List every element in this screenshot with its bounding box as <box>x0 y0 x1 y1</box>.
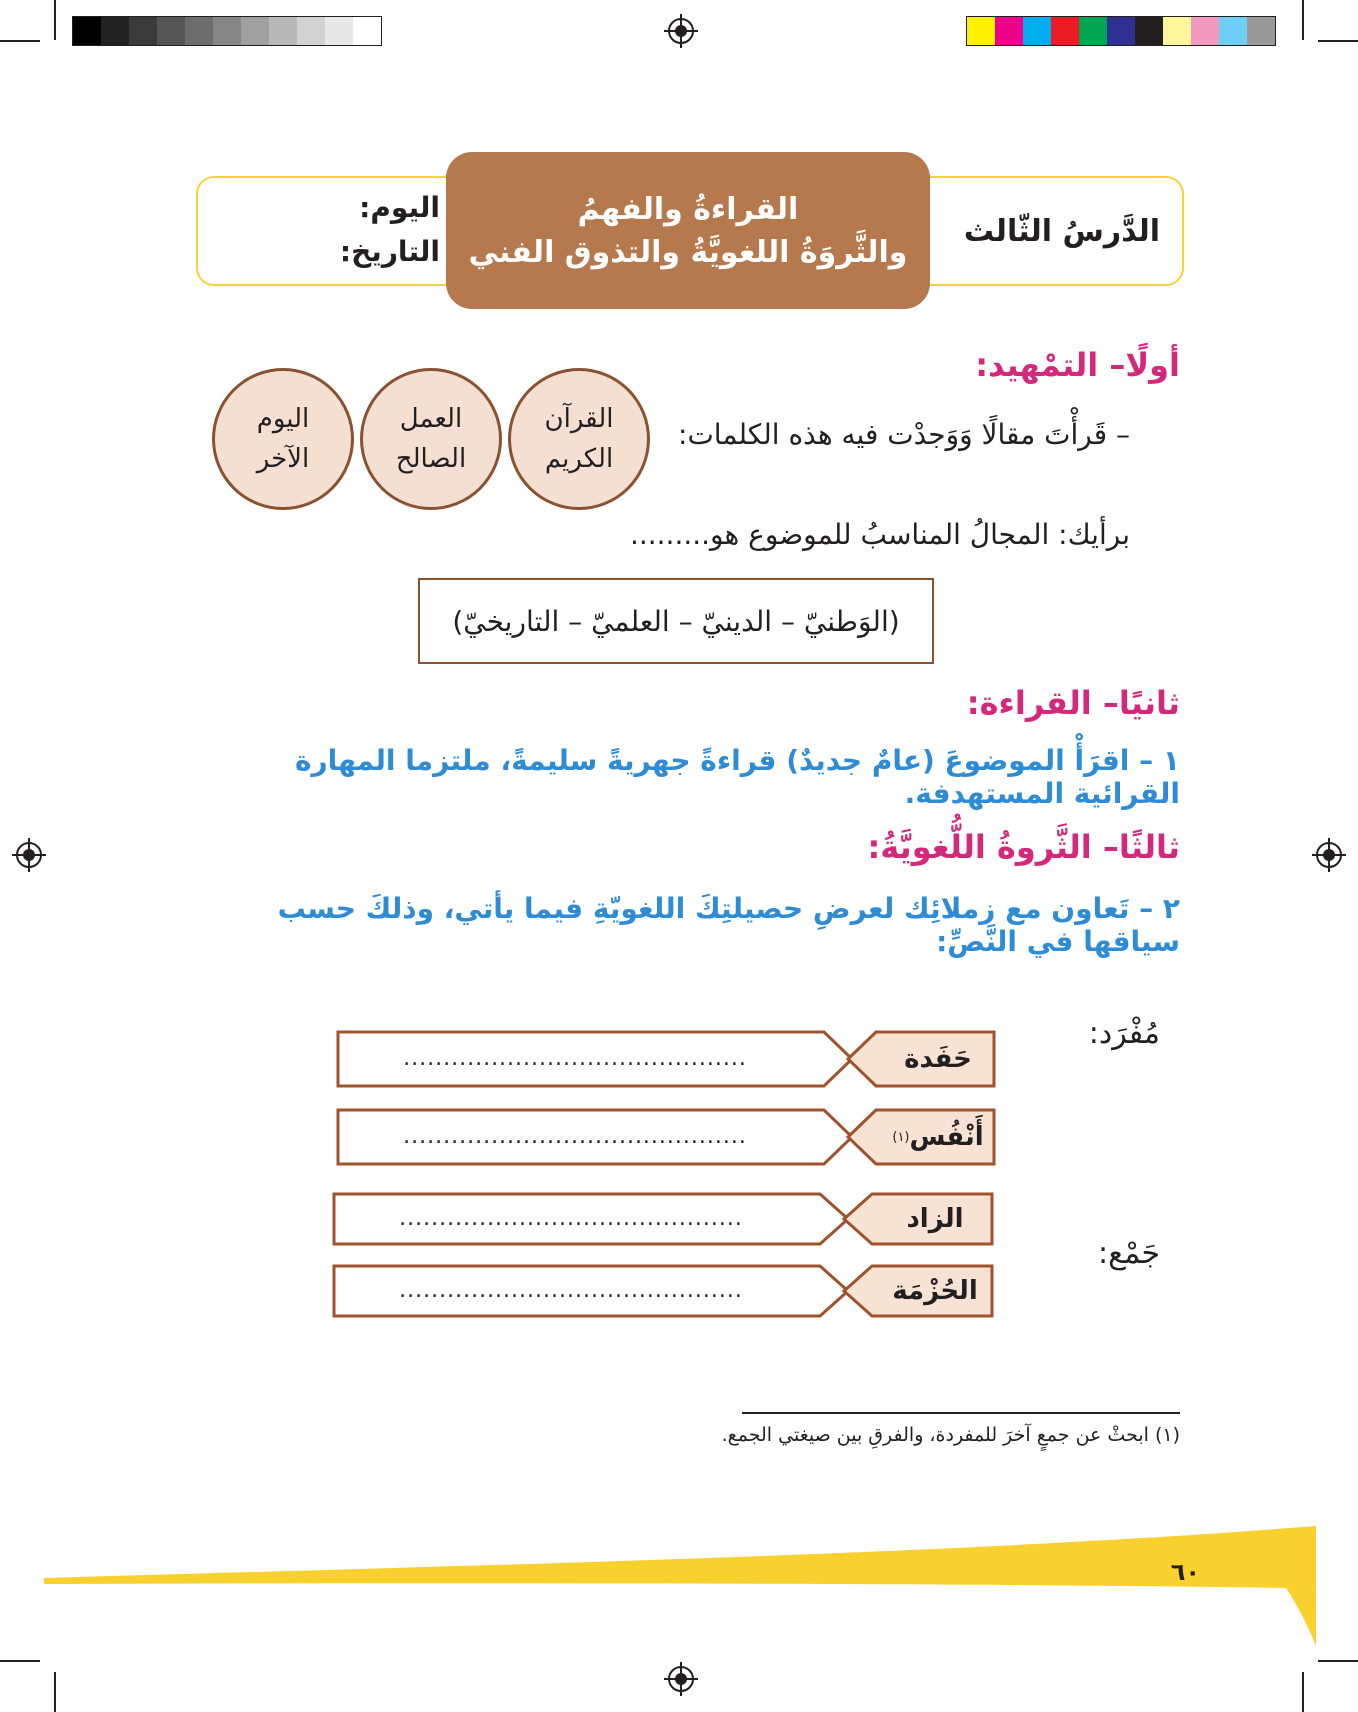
answer-dots: ........................................... <box>403 1046 747 1071</box>
title-line-2: والثَّروَةُ اللغويَّةُ والتذوق الفني <box>468 234 908 270</box>
section-heading-reading: ثانيًا– القراءة: <box>966 684 1180 722</box>
footnote-text: (١) ابحثْ عن جمعٍ آخرَ للمفردة، والفرقِ بين صيغتي الجمع. <box>721 1424 1180 1446</box>
intro-text: – قَرأْتَ مقالًا وَوَجدْت فيه هذه الكلمات: <box>678 418 1130 451</box>
keyword-line: القرآن <box>544 404 614 434</box>
page-number: ٦٠ <box>1170 1558 1200 1586</box>
keyword-line: العمل <box>399 404 463 434</box>
crop-mark <box>1318 40 1358 42</box>
title-line-1: القراءةُ والفهمُ <box>577 191 799 227</box>
grayscale-bar <box>72 16 382 46</box>
answer-dots: ........................................... <box>399 1278 743 1303</box>
crop-mark <box>54 1672 56 1712</box>
footnote-marker: (١) <box>892 1129 910 1145</box>
section-heading-intro: أولًا– التمْهيد: <box>975 346 1180 384</box>
day-label: اليوم: <box>359 191 440 224</box>
answer-dots: ........................................... <box>403 1124 747 1149</box>
crop-mark <box>0 1660 40 1662</box>
keyword-circle <box>360 368 502 510</box>
section-heading-vocabulary: ثالثًا– الثَّروةُ اللُّغويَّةُ: <box>867 828 1180 866</box>
keyword-circle <box>212 368 354 510</box>
registration-mark <box>16 842 42 868</box>
crop-mark <box>0 40 40 42</box>
singular-word: حَفَدة <box>904 1044 972 1074</box>
registration-mark <box>1316 842 1342 868</box>
keyword-line: اليوم <box>256 404 310 434</box>
lesson-label: الدَّرسُ الثّالث <box>963 214 1160 249</box>
options-box <box>418 578 934 664</box>
registration-mark <box>668 18 694 44</box>
crop-mark <box>1302 0 1304 40</box>
footnote-divider <box>742 1412 1180 1414</box>
singular-word <box>880 1108 996 1166</box>
answer-dots: ........................................... <box>399 1206 743 1231</box>
day-date-block <box>300 186 440 274</box>
registration-mark <box>668 1666 694 1692</box>
keyword-line: الصالح <box>395 444 467 474</box>
question-text: برأيك: المجالُ المناسبُ للموضوع هو......... <box>629 518 1130 551</box>
plural-word: الزاد <box>906 1204 964 1234</box>
singular-label: مُفْرَد: <box>1088 1016 1160 1051</box>
reading-instruction: ١ – اقرَأْ الموضوعَ (عامٌ جديدٌ) قراءةً جهريةً سليمةً، ملتزما المهارة القرائية المستهدفة. <box>294 744 1180 810</box>
options-text: (الوَطنيّ – الدينيّ – العلميّ – التاريخيّ) <box>452 604 900 638</box>
keyword-circle <box>508 368 650 510</box>
date-label: التاريخ: <box>339 235 440 268</box>
lesson-title-box <box>446 152 930 309</box>
color-bar <box>966 16 1276 46</box>
page-band <box>40 1526 1320 1646</box>
crop-mark <box>1318 1660 1358 1662</box>
singular-word-text: أَنْفُس <box>909 1122 984 1152</box>
vocabulary-instruction: ٢ – تَعاون مع زملائِك لعرضِ حصيلتِكَ اللغويّةِ فيما يأتي، وذلكَ حسب سياقها في النَّصِّ: <box>277 892 1180 958</box>
crop-mark <box>54 0 56 40</box>
keyword-line: الكريم <box>544 444 614 474</box>
crop-mark <box>1302 1672 1304 1712</box>
plural-word: الحُزْمَة <box>892 1276 978 1306</box>
keyword-line: الآخر <box>256 444 310 474</box>
plural-label: جَمْع: <box>1098 1236 1160 1271</box>
